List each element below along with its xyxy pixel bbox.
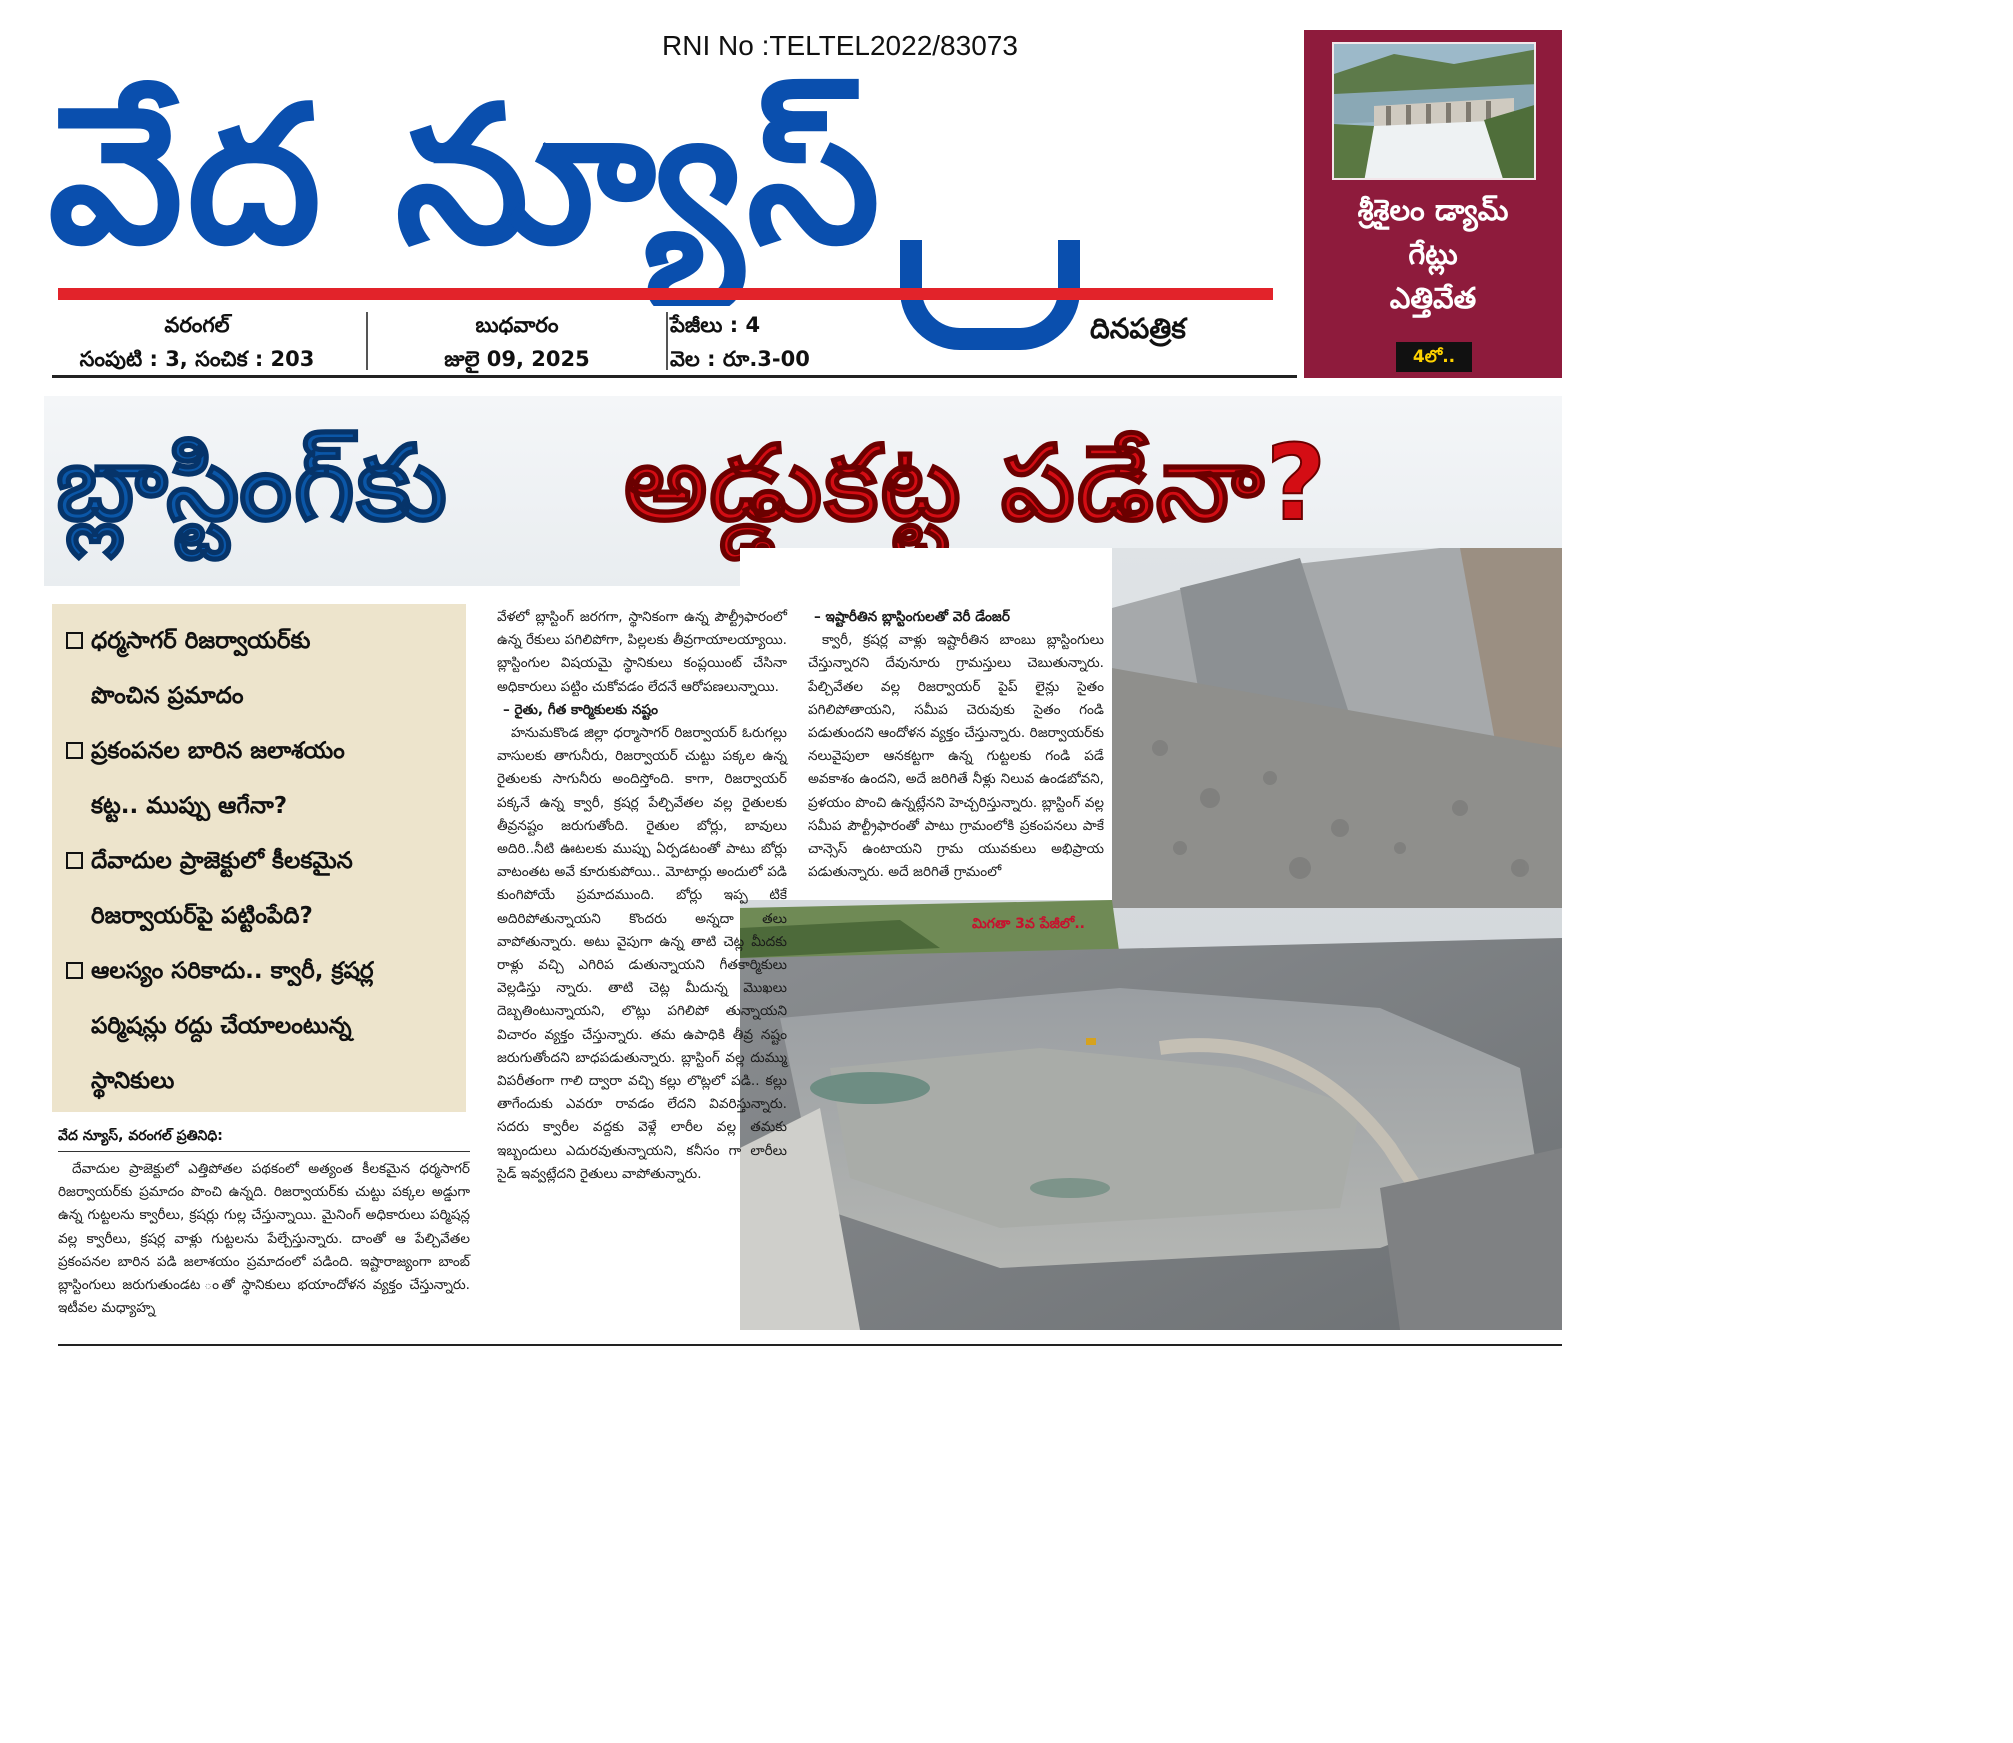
highlight-text: కట్ట.. ముప్పు ఆగేనా? [91,793,288,819]
headline-part-2: అడ్డుకట్ట పడేనా? [624,422,1329,544]
article-column-3 [808,606,1104,884]
promo-title [1304,188,1562,320]
highlight-text: స్థానికులు [91,1068,175,1094]
highlight-text: రిజర్వాయర్‌పై పట్టింపేది? [91,903,313,929]
paragraph: దేవాదుల ప్రాజెక్టులో ఎత్తిపోతల పథకంలో అత్యంత కీలకమైన ధర్మసాగర్ రిజర్వాయర్‌కు ప్రమాదం పొంచి ఉన్నది. రిజర్వాయర్‌కు చుట్టు పక్కల అడ్డుగా ఉన్న గుట్టలను క్వారీలు, క్రషర్లు గుల్ల చేస్తున్నాయి. మైనింగ్ అధికారులు పర్మిషన్ల వల్ల క్వారీలు, క్రషర్ల వాళ్లు గుట్టలను పేల్చేస్తున్నారు. దాంతో ఆ పేల్చివేతల ప్రకంపనల బారిన పడి జలాశయం ప్రమాదంలో పడింది. ఇష్టారాజ్యంగా బాంబ్ బ్లాస్టింగులు జరుగుతుండట ంతో స్థానికులు భయాందోళన వ్యక్తం చేస్తున్నారు. ఇటీవల మధ్యాహ్న [58,1161,470,1317]
subheading: – రైతు, గీత కార్మికులకు నష్టం [503,701,658,718]
daily-subtitle: దినపత్రిక [1090,312,1186,345]
highlight-text: పర్మిషన్లు రద్దు చేయాలంటున్న [91,1013,352,1039]
edition-info [52,308,342,376]
masthead-rule [52,375,1297,378]
highlight-item [66,779,458,834]
highlight-item [66,724,458,779]
highlights-box [52,604,466,1112]
date-label: జులై 09, 2025 [444,347,590,371]
headline-part-1: బ్లాస్టింగ్‌కు [56,422,449,544]
continued-link[interactable]: మిగతా 3వ పేజీలో.. [972,916,1085,932]
highlight-item [66,834,458,889]
footer-rule [58,1344,1562,1346]
promo-title-line: గేట్లు [1408,237,1458,271]
paragraph: వేళలో బ్లాస్టింగ్ జరగగా, స్థానికంగా ఉన్న పౌల్ట్రీఫారంలో ఉన్న రేకులు పగిలిపోగా, పిల్లలకు తీవ్రగాయాలయ్యాయి. బ్లాస్టింగుల విషయమై స్థానికులు కంప్లయింట్ చేసినా అధికారులు పట్టిం చుకోవడం లేదనే ఆరోపణలున్నాయి. [497,609,787,695]
divider [366,312,368,370]
checkbox-icon [66,742,83,759]
volume-issue: సంపుటి : 3, సంచిక : 203 [79,347,315,371]
checkbox-icon [66,632,83,649]
divider [666,312,668,370]
day-label: బుధవారం [475,313,559,337]
logo-red-bar [58,288,1273,300]
promo-title-line: ఎత్తివేత [1389,281,1477,315]
page-price-info [670,308,890,376]
highlight-text: పొంచిన ప్రమాదం [91,683,244,709]
checkbox-icon [66,962,83,979]
highlight-item [66,669,458,724]
subheading: – ఇష్టారీతిన బ్లాస్టింగులతో వెరీ డేంజర్ [814,609,1010,625]
highlight-item [66,614,458,669]
place-label: వరంగల్ [164,313,230,337]
highlight-text: ధర్మసాగర్ రిజర్వాయర్‌కు [91,628,311,654]
article-column-2 [497,606,787,1186]
promo-title-line: శ్రీశైలం డ్యామ్ [1357,193,1509,227]
highlight-text: ప్రకంపనల బారిన జలాశయం [91,738,345,764]
dam-photo [1332,42,1536,180]
highlight-text: దేవాదుల ప్రాజెక్టులో కీలకమైన [91,848,353,874]
rni-number: RNI No :TELTEL2022/83073 [662,30,1018,61]
paragraph: క్వారీ, క్రషర్ల వాళ్లు ఇష్టారీతిన బాంబు బ్లాస్టింగులు చేస్తున్నారని దేవునూరు గ్రామస్తులు చెబుతున్నారు. పేల్చివేతల వల్ల రిజర్వాయర్ పైప్ లైన్లు సైతం పగిలిపోతాయని, సమీప చెరువుకు సైతం గండి పడుతుందని ఆందోళన వ్యక్తం చేస్తున్నారు. రిజర్వాయర్‌కు నలువైపులా ఆనకట్టగా ఉన్న గుట్టలకు గండి పడే అవకాశం ఉందని, అదే జరిగితే నీళ్లు నిలువ ఉండబోవని, ప్రళయం పొంచి ఉన్నట్లేనని హెచ్చరిస్తున్నారు. బ్లాస్టింగ్ వల్ల సమీప పౌల్ట్రీఫారంతో పాటు గ్రామంలోకి ప్రకంపనలు పాకే చాన్సెస్ ఉంటాయని గ్రామ యువకులు అభిప్రాయ పడుతున్నారు. అదే జరిగితే గ్రామంలో [808,632,1104,881]
checkbox-icon [66,852,83,869]
page-count: పేజీలు : 4 [670,313,761,337]
paragraph: హనుమకొండ జిల్లా ధర్మాసాగర్ రిజర్వాయర్ ఓరుగల్లు వాసులకు తాగునీరు, రిజర్వాయర్ చుట్టు పక్కల ఉన్న రైతులకు సాగునీరు అందిస్తోంది. కాగా, రిజర్వాయర్ పక్కనే ఉన్న క్వారీ, క్రషర్ల పేల్చివేతల వల్ల రైతులకు తీవ్రనష్టం జరుగుతోంది. రైతుల బోర్లు, బావులు అదిరి..నీటి ఊటలకు ముప్పు ఏర్పడటంతో పాటు బోర్లు వాటంతట అవే కూరుకుపోయి.. మోటార్లు అందులో పడి కుంగిపోయే ప్రమాదముంది. బోర్లు ఇప్ప టికే అదిరిపోతున్నాయని కొందరు అన్నదా తలు వాపోతున్నారు. అటు వైపుగా ఉన్న తాటి చెట్ల మీదకు రాళ్లు వచ్చి ఎగిరిప డుతున్నాయని గీతకార్మికులు వెల్లడిస్తు న్నారు. తాటి చెట్ల మీదున్న మొఖలు దెబ్బతింటున్నాయని, లొట్లు పగిలిపో తున్నాయని విచారం వ్యక్తం చేస్తున్నారు. తమ ఉపాధికి తీవ్ర నష్టం జరుగుతోందని బాధపడుతున్నారు. బ్లాస్టింగ్ వల్ల దుమ్ము విపరీతంగా గాలి ద్వారా వచ్చి కల్లు లొట్లలో పడి.. కల్లు తాగేందుకు ఎవరూ రావడం లేదని వివరిస్తున్నారు. సదరు క్వారీల వద్దకు వెళ్లే లారీల వల్ల తమకు ఇబ్బందులు ఎదురవుతున్నాయని, కనీసం గా లారీలు సైడ్ ఇవ్వట్లేదని రైతులు వాపోతున్నారు. [497,725,787,1182]
highlight-text: ఆలస్యం సరికాదు.. క్వారీ, క్రషర్ల [91,958,374,984]
promo-box[interactable] [1304,30,1562,378]
price-label: వెల : రూ.3-00 [670,347,810,371]
date-info [392,308,642,376]
article-column-1 [58,1158,470,1320]
byline: వేద న్యూస్, వరంగల్ ప్రతినిధి: [58,1128,470,1152]
highlight-item [66,944,458,999]
highlight-item [66,889,458,944]
promo-page-tag[interactable]: 4లో.. [1396,342,1472,372]
highlight-item [66,999,458,1054]
highlight-item [66,1054,458,1109]
newspaper-logo: వేద న్యూస్ [48,65,885,286]
